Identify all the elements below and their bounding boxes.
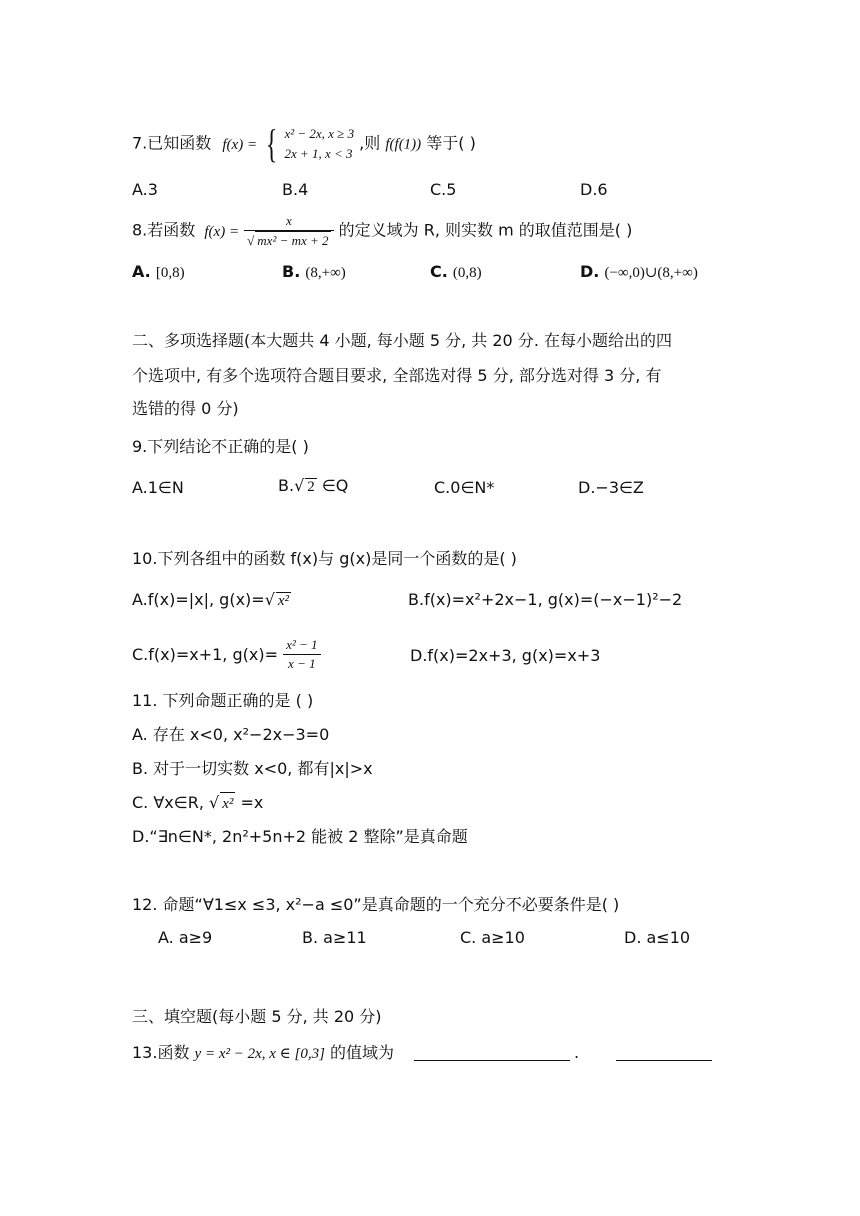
- q13-answer-blank[interactable]: [414, 1042, 570, 1061]
- q13-extra-blank[interactable]: [616, 1042, 712, 1061]
- q10-option-a-radicand: x²: [277, 593, 290, 609]
- q10-option-c-fraction: [283, 636, 320, 673]
- q9-option-b-radicand: 2: [307, 479, 315, 495]
- q10-option-a-text: A.f(x)=|x|, g(x)=: [132, 590, 265, 609]
- q10-option-c: [132, 636, 321, 673]
- q8-option-a-label: A.: [132, 262, 151, 281]
- section-2-line-2: 个选项中, 有多个选项符合题目要求, 全部选对得 5 分, 部分选对得 3 分, 有: [132, 366, 662, 385]
- q10-option-b: B.f(x)=x²+2x−1, g(x)=(−x−1)²−2: [408, 590, 683, 609]
- q8-option-d-label: D.: [580, 262, 600, 281]
- question-7: [132, 121, 476, 166]
- q13-suffix: 的值域为: [330, 1043, 395, 1062]
- q12-option-c: C. a≥10: [460, 928, 525, 947]
- question-8: [132, 212, 632, 250]
- question-13: [132, 1042, 394, 1065]
- q8-option-b-label: B.: [282, 262, 301, 281]
- q7-option-a: A.3: [132, 180, 158, 199]
- q13-expr: y = x² − 2x, x ∈ [0,3]: [194, 1046, 325, 1062]
- q7-piece-1: x² − 2x, x ≥ 3: [284, 126, 355, 141]
- question-11-stem: 11. 下列命题正确的是 ( ): [132, 691, 314, 710]
- q7-option-c: C.5: [430, 180, 457, 199]
- q8-option-d-value: (−∞,0)∪(8,+∞): [604, 265, 698, 281]
- q7-piecewise: [284, 124, 354, 164]
- section-2-line-1: 二、多项选择题(本大题共 4 小题, 每小题 5 分, 共 20 分. 在每小题给出的四: [132, 331, 672, 350]
- q7-function-name: f(x) =: [222, 136, 258, 153]
- q9-option-b-label: B.: [278, 476, 295, 495]
- q9-option-a: A.1∈N: [132, 478, 184, 497]
- q11-option-d: D.“∃n∈N*, 2n²+5n+2 能被 2 整除”是真命题: [132, 827, 468, 846]
- q8-option-b-value: (8,+∞): [305, 265, 346, 281]
- q11-option-b: B. 对于一切实数 x<0, 都有|x|>x: [132, 759, 373, 778]
- q10-option-a: A.f(x)=|x|, g(x)=√ x²: [132, 590, 290, 609]
- q8-numerator: x: [244, 212, 333, 231]
- q8-option-c-value: (0,8): [452, 265, 482, 281]
- q7-prefix: 7.已知函数: [132, 133, 212, 153]
- q7-expr: f(f(1)): [385, 136, 422, 153]
- question-12-stem: 12. 命题“∀1≤x ≤3, x²−a ≤0”是真命题的一个充分不必要条件是( ): [132, 895, 620, 914]
- q10-option-c-denominator: x − 1: [288, 656, 316, 671]
- q12-option-d: D. a≤10: [624, 928, 691, 947]
- q7-option-d: D.6: [580, 180, 608, 199]
- q8-option-c-label: C.: [430, 262, 448, 281]
- section-3-title: 三、填空题(每小题 5 分, 共 20 分): [132, 1007, 382, 1026]
- q9-option-b: B.√ 2 ∈Q: [278, 476, 349, 495]
- q12-option-b: B. a≥11: [302, 928, 367, 947]
- q13-prefix: 13.函数: [132, 1043, 190, 1062]
- q7-suffix: 等于( ): [426, 133, 476, 153]
- q11-option-c-text: C. ∀x∈R,: [132, 793, 204, 812]
- q11-option-a: A. 存在 x<0, x²−2x−3=0: [132, 725, 330, 744]
- q8-option-c: [430, 262, 482, 282]
- q12-option-a: A. a≥9: [158, 928, 213, 947]
- q10-option-c-text: C.f(x)=x+1, g(x)=: [132, 645, 278, 664]
- q8-function-name: f(x) =: [204, 223, 240, 240]
- q8-option-a-value: [0,8): [155, 265, 185, 281]
- q8-denominator: √ mx² − mx + 2: [247, 233, 329, 248]
- q8-option-b: [282, 262, 346, 282]
- q7-piece-2: 2x + 1, x < 3: [284, 146, 353, 161]
- q9-option-d: D.−3∈Z: [578, 478, 644, 497]
- q8-radicand: mx² − mx + 2: [257, 233, 329, 248]
- q7-brace: {: [265, 121, 278, 166]
- question-9-stem: 9.下列结论不正确的是( ): [132, 437, 309, 456]
- q11-option-c: C. ∀x∈R, √ x² =x: [132, 792, 263, 815]
- q13-period: .: [574, 1043, 580, 1062]
- q7-option-b: B.4: [282, 180, 309, 199]
- question-10-stem: 10.下列各组中的函数 f(x)与 g(x)是同一个函数的是( ): [132, 549, 517, 568]
- q8-option-d: [580, 262, 698, 282]
- q10-option-c-numerator: x² − 1: [283, 636, 320, 655]
- q8-fraction: [244, 212, 333, 250]
- q7-mid: ,则: [359, 133, 381, 153]
- q11-option-c-radicand: x²: [220, 792, 235, 815]
- q10-option-d: D.f(x)=2x+3, g(x)=x+3: [410, 646, 601, 665]
- section-2-line-3: 选错的得 0 分): [132, 399, 239, 418]
- q8-prefix: 8.若函数: [132, 220, 196, 240]
- q9-option-c: C.0∈N*: [434, 478, 495, 497]
- q11-option-c-rest: =x: [240, 793, 264, 812]
- q8-suffix: 的定义域为 R, 则实数 m 的取值范围是( ): [338, 220, 633, 240]
- q9-option-b-rest: ∈Q: [321, 476, 349, 495]
- q8-option-a: [132, 262, 185, 282]
